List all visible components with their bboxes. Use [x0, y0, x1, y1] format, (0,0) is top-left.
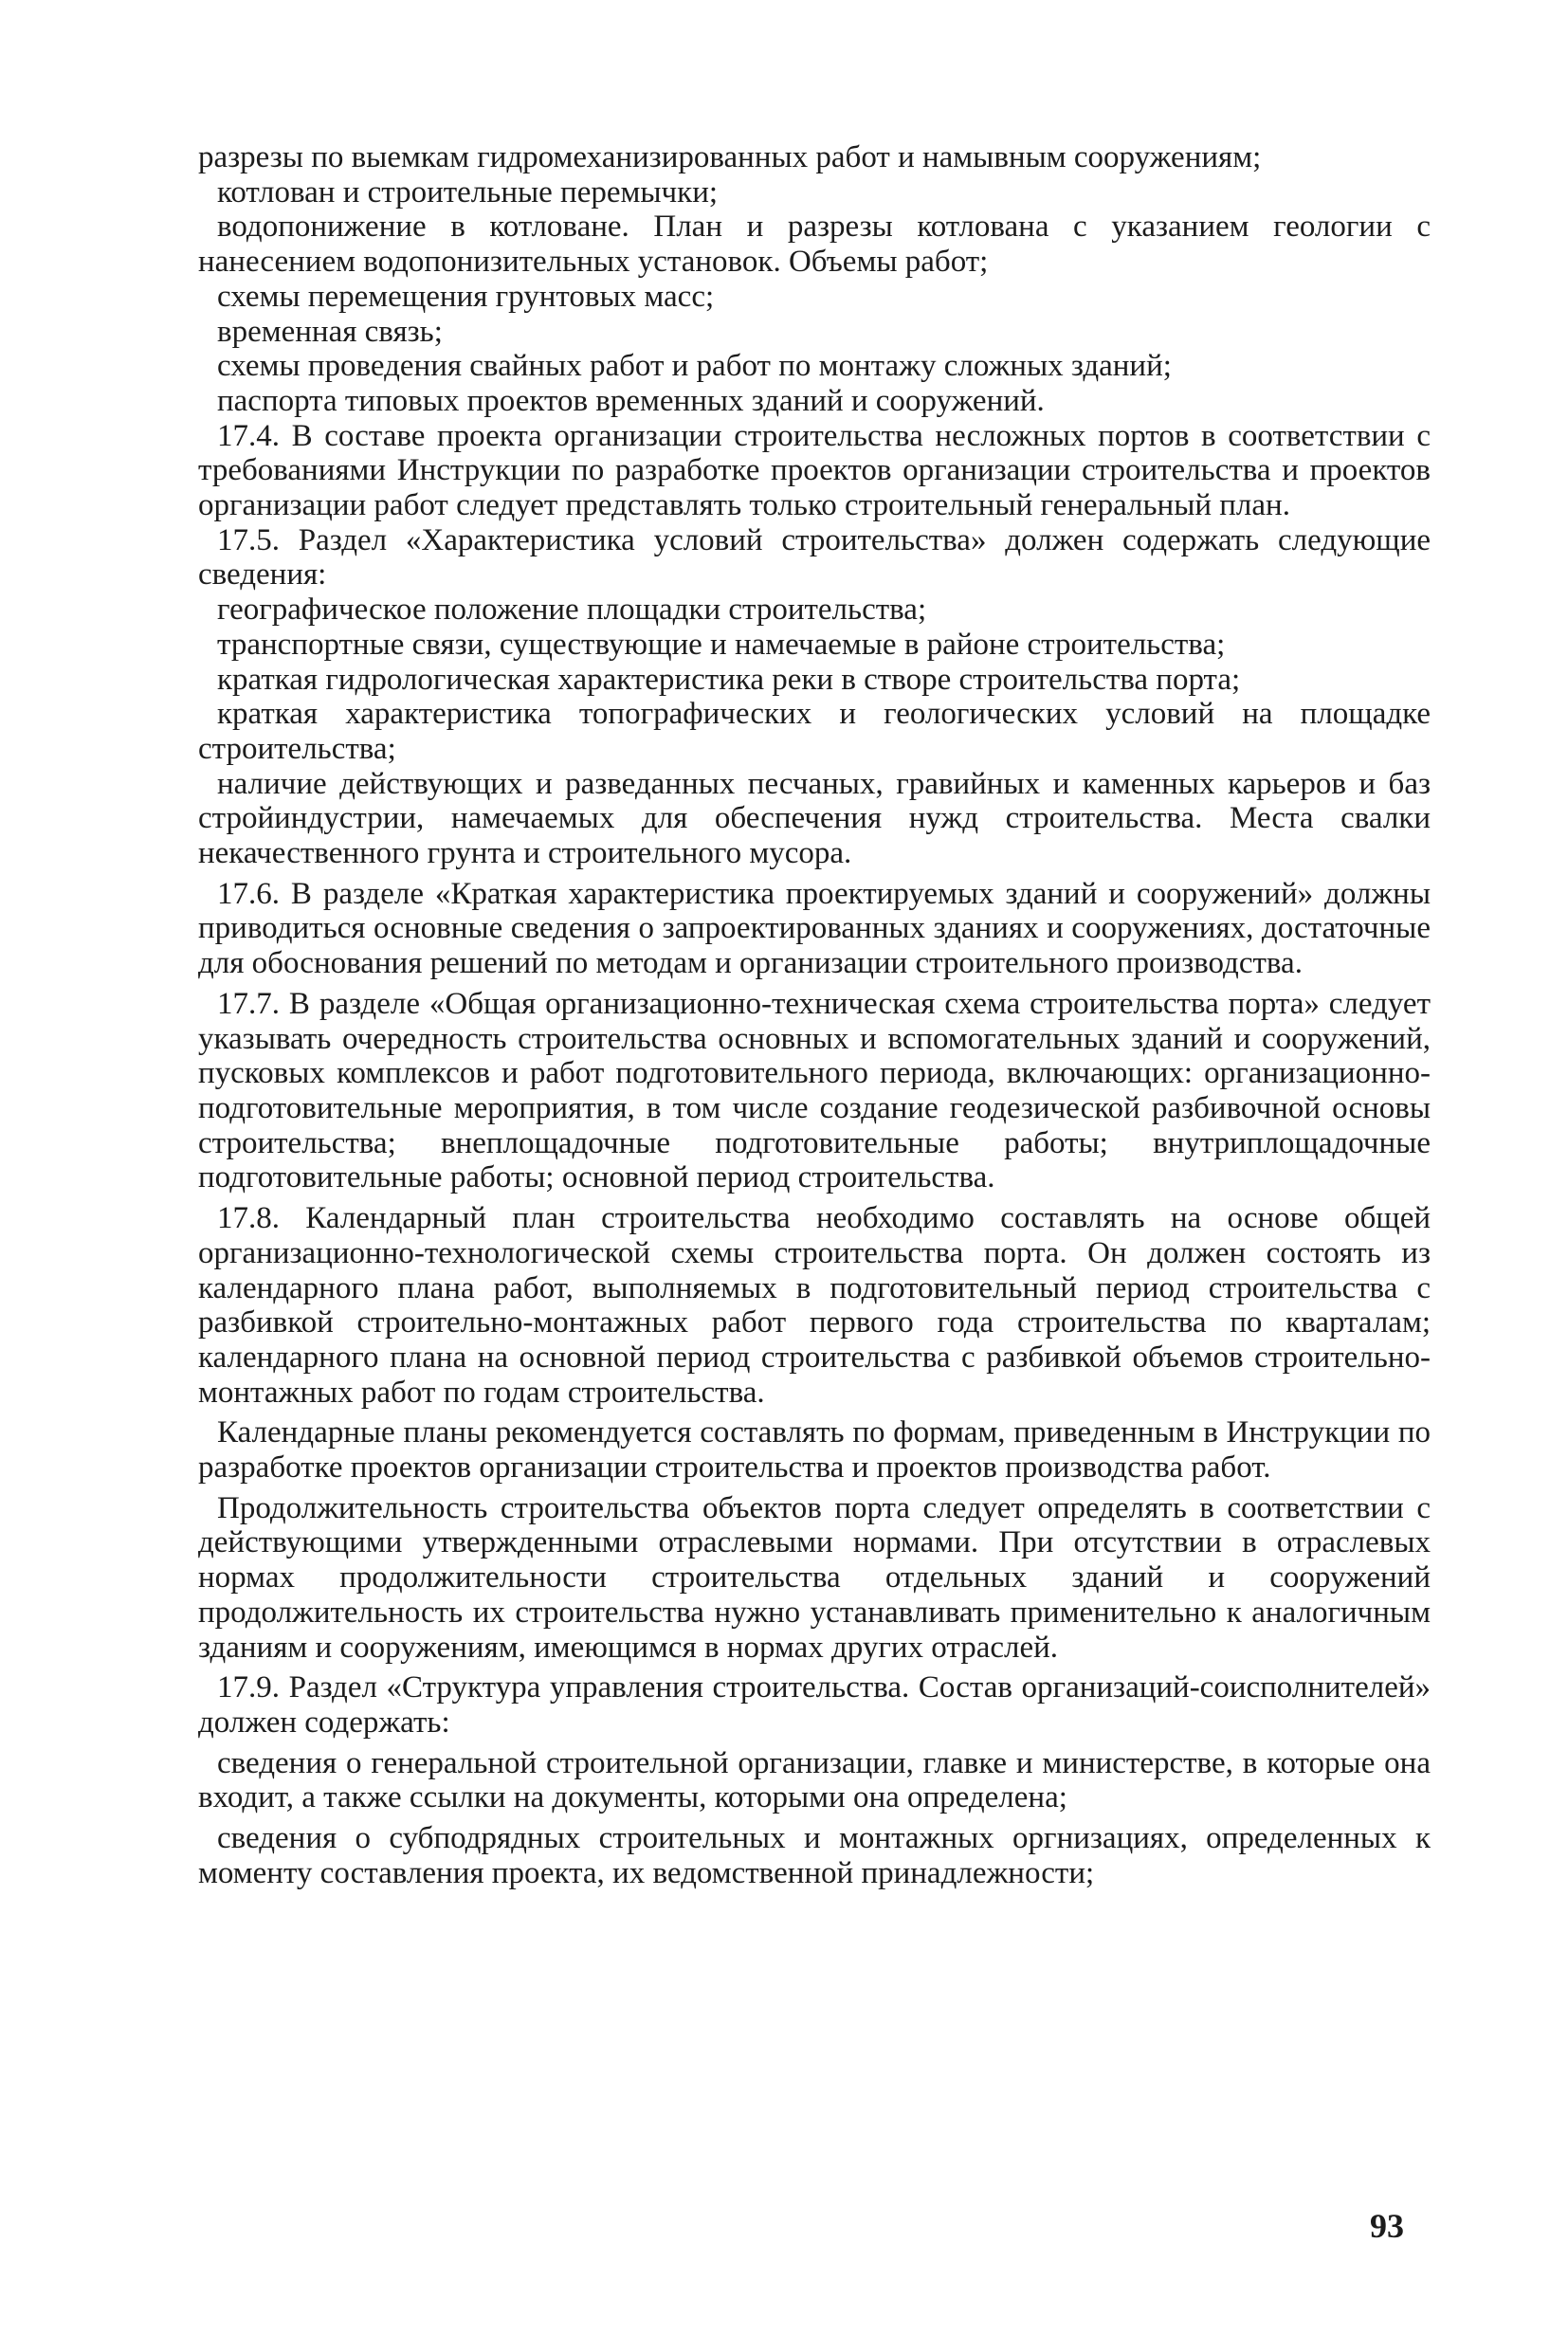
page-body	[198, 140, 1431, 1890]
paragraph: котлован и строительные перемычки;	[217, 174, 719, 210]
paragraph: краткая гидрологическая характеристика реки в створе строительства порта;	[217, 662, 1241, 697]
paragraph: временная связь;	[217, 314, 443, 349]
paragraph: Продолжительность строительства объектов порта следует определять в соответствии с действующими утвержденными отраслевыми нормами. При отсутствии в отраслевых нормах продолжительности строительства отдельных зданий и сооружений продолжительность их строительства нужно устанавливать применительно к аналогичным зданиям и сооружениям, имеющимся в нормах других отраслей.	[198, 1490, 1431, 1665]
paragraph: 17.7. В разделе «Общая организационно-техническая схема строительства порта» следует указывать очередность строительства основных и вспомогательных зданий и сооружений, пусковых комплексов и работ подготовительного периода, включающих: организационно-подготовительные мероприятия, в том числе создание геодезической разбивочной основы строительства; внеплощадочные подготовительные работы; внутриплощадочные подготовительные работы; основной период строительства.	[198, 986, 1431, 1195]
paragraph: сведения о генеральной строительной организации, главке и министерстве, в которые она входит, а также ссылки на документы, которыми она определена;	[198, 1745, 1431, 1815]
paragraph: наличие действующих и разведанных песчаных, гравийных и каменных карьеров и баз стройиндустрии, намечаемых для обеспечения нужд строительства. Места свалки некачественного грунта и строительного мусора.	[198, 766, 1431, 871]
paragraph: краткая характеристика топографических и геологических условий на площадке строительства;	[198, 697, 1431, 766]
paragraph: 17.5. Раздел «Характеристика условий строительства» должен содержать следующие сведения:	[198, 522, 1431, 593]
paragraph: паспорта типовых проектов временных зданий и сооружений.	[217, 383, 1045, 418]
paragraph: схемы проведения свайных работ и работ по монтажу сложных зданий;	[217, 349, 1172, 384]
paragraph: 17.8. Календарный план строительства необходимо составлять на основе общей организационно-технологической схемы строительства порта. Он должен состоять из календарного плана работ, выполняемых в подготовительный период строительства с разбивкой строительно-монтажных работ первого года строительства по кварталам; календарного плана на основной период строительства с разбивкой объемов строительно-монтажных работ по годам строительства.	[198, 1201, 1431, 1410]
paragraph: разрезы по выемкам гидромеханизированных работ и намывным сооружениям;	[198, 140, 1262, 174]
paragraph: водопонижение в котловане. План и разрезы котлована с указанием геологии с нанесением водопонизительных установок. Объемы работ;	[198, 210, 1431, 280]
paragraph: транспортные связи, существующие и намечаемые в районе строительства;	[217, 627, 1226, 662]
page-number: 93	[1370, 2207, 1404, 2245]
paragraph: Календарные планы рекомендуется составлять по формам, приведенным в Инструкции по разработке проектов организации строительства и проектов производства работ.	[198, 1415, 1431, 1486]
paragraph: схемы перемещения грунтовых масс;	[217, 279, 715, 314]
paragraph: географическое положение площадки строительства;	[217, 593, 927, 628]
paragraph: 17.4. В составе проекта организации строительства несложных портов в соответствии с требованиями Инструкции по разработке проектов организации строительства и проектов организации работ следует представлять только строительный генеральный план.	[198, 418, 1431, 523]
paragraph: 17.6. В разделе «Краткая характеристика проектируемых зданий и сооружений» должны приводиться основные сведения о запроектированных зданиях и сооружениях, достаточные для обоснования решений по методам и организации строительного производства.	[198, 876, 1431, 981]
paragraph: 17.9. Раздел «Структура управления строительства. Состав организаций-соисполнителей» должен содержать:	[198, 1670, 1431, 1740]
paragraph: сведения о субподрядных строительных и монтажных оргнизациях, определенных к моменту составления проекта, их ведомственной принадлежности;	[198, 1821, 1431, 1890]
